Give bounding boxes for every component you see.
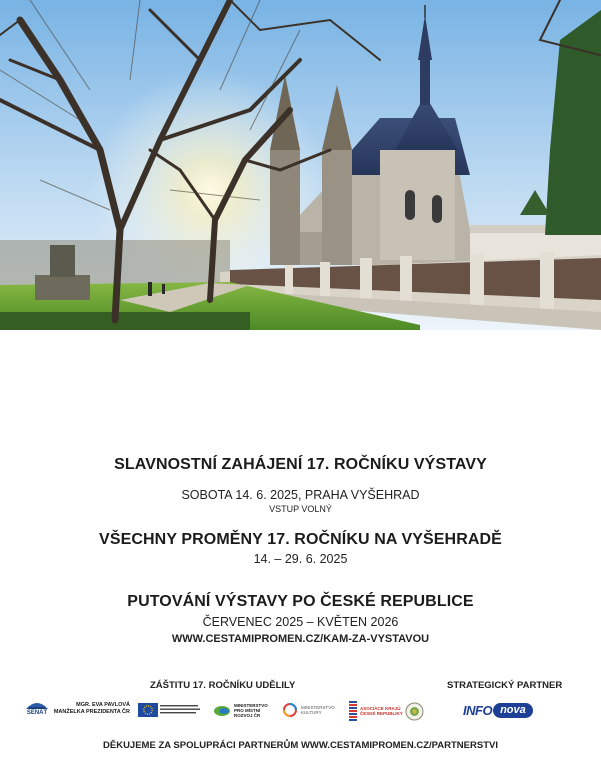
mmr-line1: MINISTERSTVO: [234, 703, 268, 708]
round-emblem-icon: [405, 702, 424, 721]
senat-emblem-icon: [24, 699, 50, 710]
mmr-line2: PRO MÍSTNÍ: [234, 708, 261, 713]
round-emblem-logo: [405, 702, 424, 721]
infonova-logo: [463, 703, 533, 718]
mmr-line3: ROZVOJ ČR: [234, 713, 261, 718]
senat-label: SENÁT: [26, 710, 48, 716]
eu-logo: [138, 703, 202, 717]
eu-flag-icon: [138, 703, 158, 717]
infonova-nova: nova: [493, 703, 533, 718]
eu-text-lines-icon: [160, 703, 202, 717]
strategic-label: STRATEGICKÝ PARTNER: [447, 680, 563, 691]
ak-line1: ASOCIACE KRAJŮ: [360, 705, 401, 711]
mmr-logo: [213, 703, 268, 718]
opening-date: SOBOTA 14. 6. 2025, PRAHA VYŠEHRAD: [181, 488, 420, 502]
pavlova-logo: [53, 702, 130, 716]
tour-title: PUTOVÁNÍ VÝSTAVY PO ČESKÉ REPUBLICE: [127, 593, 474, 610]
vysehrad-basilica-photo: [0, 0, 601, 330]
patronage-label: ZÁŠTITU 17. ROČNÍKU UDĚLILY: [150, 680, 296, 691]
mk-logo: [282, 702, 335, 718]
pavlova-line1: MGR. EVA PAVLOVÁ: [76, 702, 130, 708]
mk-line2: KULTURY: [301, 710, 322, 715]
opening-title: SLAVNOSTNÍ ZAHÁJENÍ 17. ROČNÍKU VÝSTAVY: [114, 456, 487, 473]
infonova-info: INFO: [463, 703, 493, 718]
tour-url: WWW.CESTAMIPROMEN.CZ/KAM-ZA-VYSTAVOU: [171, 633, 430, 645]
exhibition-title: VŠECHNY PROMĚNY 17. ROČNÍKU NA VYŠEHRADĚ: [99, 531, 502, 548]
mk-ring-icon: [282, 702, 298, 718]
asociace-kraju-logo: [349, 701, 403, 721]
mk-line1: MINISTERSTVO: [301, 704, 335, 710]
mmr-emblem-icon: [213, 705, 231, 717]
tour-dates: ČERVENEC 2025 – KVĚTEN 2026: [202, 615, 399, 629]
footer-thanks: DĚKUJEME ZA SPOLUPRÁCI PARTNERŮM WWW.CESTAMIPROMEN.CZ/PARTNERSTVI: [103, 740, 498, 751]
opening-note: VSTUP VOLNÝ: [269, 504, 332, 514]
senat-logo: [22, 699, 52, 717]
asociace-bars-icon: [349, 701, 357, 721]
pavlova-line2: MANŽELKA PREZIDENTA ČR: [53, 709, 130, 715]
hero-photo: [0, 0, 601, 330]
ak-line2: ČESKÉ REPUBLIKY: [360, 711, 403, 716]
exhibition-dates: 14. – 29. 6. 2025: [253, 552, 348, 566]
